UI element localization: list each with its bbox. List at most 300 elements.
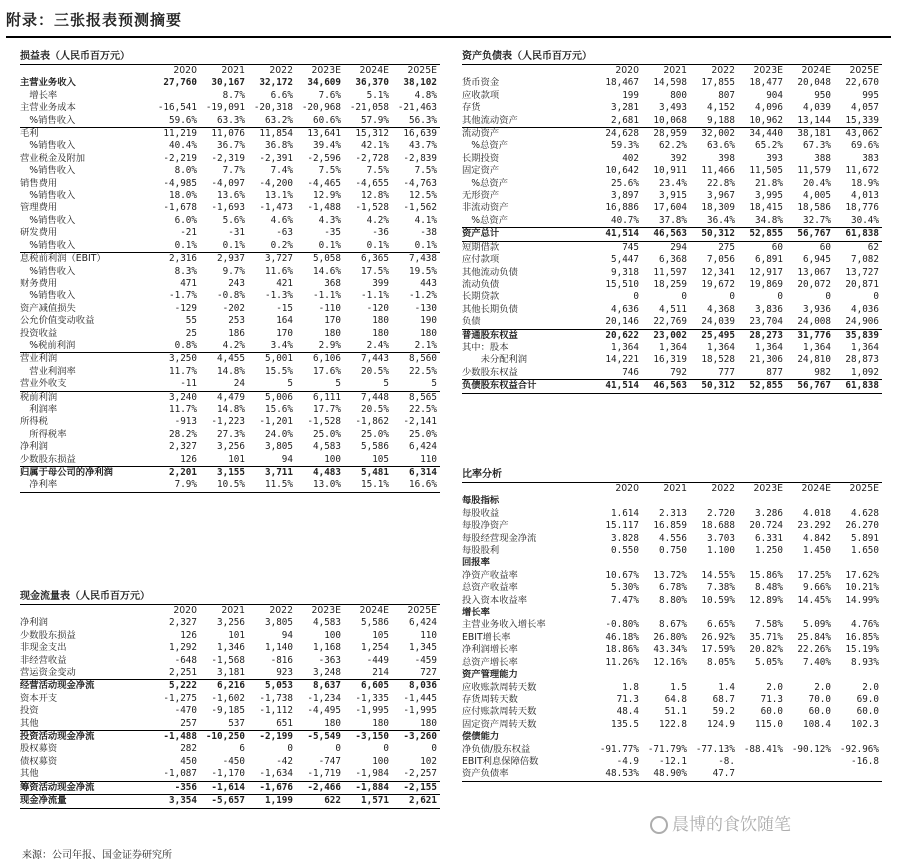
- table-row: [20, 253, 440, 266]
- table-row: [20, 140, 440, 152]
- value-cell: 8.0%: [174, 165, 197, 177]
- value-cell: 3,256: [217, 617, 245, 629]
- value-cell: 100: [324, 629, 341, 641]
- value-cell: 4,583: [313, 441, 341, 453]
- value-cell: 16.85%: [845, 631, 879, 643]
- value-cell: 1.614: [611, 507, 639, 519]
- value-cell: -77.13%: [695, 743, 735, 755]
- value-cell: 18,259: [653, 278, 687, 290]
- table-row: [20, 278, 440, 290]
- value-cell: 20,622: [594, 329, 642, 342]
- row-label: 营业外收支: [20, 378, 152, 391]
- value-cell: -4,200: [259, 177, 293, 189]
- value-cell: [786, 557, 834, 569]
- value-cell: 12.16%: [653, 656, 687, 668]
- value-cell: 32,002: [690, 128, 738, 141]
- value-cell: 36.7%: [217, 140, 245, 152]
- table-row: [20, 340, 440, 353]
- value-cell: 5.09%: [803, 619, 831, 631]
- value-cell: 17.5%: [361, 265, 389, 277]
- value-cell: -1,984: [355, 768, 389, 780]
- value-cell: -1,738: [259, 692, 293, 704]
- value-cell: -4,655: [355, 177, 389, 189]
- value-cell: 2,681: [611, 114, 639, 126]
- value-cell: [786, 669, 834, 681]
- value-cell: 1,168: [313, 642, 341, 654]
- table-row: [462, 202, 882, 214]
- table-row: [20, 353, 440, 366]
- value-cell: 5,481: [344, 467, 392, 480]
- value-cell: 17.7%: [313, 403, 341, 415]
- value-cell: 40.7%: [611, 214, 639, 226]
- value-cell: 4.8%: [414, 89, 437, 101]
- value-cell: 48.90%: [642, 768, 690, 781]
- table-row: [462, 304, 882, 316]
- value-cell: 180: [372, 717, 389, 729]
- value-cell: 727: [420, 667, 437, 679]
- value-cell: -470: [174, 705, 197, 717]
- value-cell: -2,319: [211, 152, 245, 164]
- value-cell: 71.3: [760, 693, 783, 705]
- value-cell: 61,838: [834, 228, 882, 241]
- row-label: 营业利润率: [20, 365, 76, 377]
- value-cell: 13,144: [797, 114, 831, 126]
- row-label: 毛利: [20, 128, 152, 141]
- row-label: 净利润: [20, 441, 48, 453]
- value-cell: 18,477: [749, 77, 783, 89]
- year-header: 2023E: [311, 605, 341, 616]
- row-label: 流动负债: [462, 278, 500, 290]
- value-cell: 60.6%: [313, 114, 341, 126]
- value-cell: -5,657: [200, 795, 248, 808]
- value-cell: 5,058: [313, 253, 341, 265]
- cash-flow-title: 现金流量表（人民币百万元）: [20, 590, 440, 605]
- value-cell: 17.25%: [797, 569, 831, 581]
- value-cell: 30.4%: [851, 214, 879, 226]
- value-cell: [690, 731, 738, 743]
- value-cell: -20,318: [253, 102, 293, 114]
- value-cell: 47.7: [690, 768, 738, 781]
- value-cell: 110: [420, 453, 437, 465]
- balance-sheet-title: 资产负债表（人民币百万元）: [462, 50, 882, 65]
- value-cell: 18.688: [701, 520, 735, 532]
- year-header: 2023E: [753, 65, 783, 76]
- year-header: 2021: [221, 605, 245, 616]
- value-cell: 124.9: [707, 718, 735, 730]
- table-row: [462, 520, 882, 532]
- value-cell: 4.3%: [318, 214, 341, 226]
- value-cell: -92.96%: [839, 743, 879, 755]
- value-cell: 108.4: [803, 718, 831, 730]
- value-cell: 22.8%: [707, 177, 735, 189]
- value-cell: 3,805: [265, 441, 293, 453]
- value-cell: -2,466: [296, 781, 344, 794]
- value-cell: 17,604: [653, 202, 687, 214]
- value-cell: 70.0: [808, 693, 831, 705]
- value-cell: 11,579: [797, 165, 831, 177]
- value-cell: 35.71%: [749, 631, 783, 643]
- row-label: 固定资产周转天数: [462, 718, 537, 730]
- table-row: [462, 380, 882, 393]
- table-row: [462, 316, 882, 329]
- value-cell: [152, 90, 200, 102]
- value-cell: 43.7%: [409, 140, 437, 152]
- table-row: [462, 102, 882, 114]
- row-label: 负债股东权益合计: [462, 380, 594, 393]
- value-cell: 0.750: [659, 545, 687, 557]
- value-cell: 7.6%: [318, 89, 341, 101]
- value-cell: 7.40%: [803, 656, 831, 668]
- table-row: [20, 441, 440, 453]
- value-cell: 5,222: [152, 680, 200, 693]
- value-cell: 62.2%: [659, 140, 687, 152]
- table-row: [20, 215, 440, 227]
- value-cell: 7.5%: [318, 165, 341, 177]
- ratio-analysis-table: [462, 483, 882, 782]
- value-cell: 11,219: [152, 128, 200, 141]
- value-cell: 2.9%: [296, 340, 344, 353]
- row-label: 营业税金及附加: [20, 152, 86, 164]
- value-cell: 22,769: [653, 316, 687, 328]
- year-header: 2020: [615, 483, 639, 494]
- value-cell: 1,364: [659, 341, 687, 353]
- value-cell: 46,563: [642, 380, 690, 393]
- table-row: [20, 467, 440, 480]
- header-row: [20, 65, 440, 77]
- value-cell: 2.0: [766, 681, 783, 693]
- value-cell: -16.8: [851, 755, 879, 767]
- value-cell: 982: [814, 366, 831, 378]
- value-cell: 995: [862, 89, 879, 101]
- value-cell: 4.2%: [200, 340, 248, 353]
- value-cell: 16,886: [605, 202, 639, 214]
- value-cell: 950: [814, 89, 831, 101]
- table-row: [20, 429, 440, 441]
- value-cell: 23.292: [797, 520, 831, 532]
- income-statement-table: [20, 65, 440, 493]
- value-cell: 5,006: [265, 391, 293, 403]
- value-cell: 34,609: [307, 77, 341, 89]
- value-cell: 15,510: [605, 278, 639, 290]
- value-cell: 2,327: [169, 441, 197, 453]
- row-label: 普通股东权益: [462, 329, 594, 342]
- value-cell: 16.859: [653, 520, 687, 532]
- row-label: %税前利润: [20, 340, 152, 353]
- value-cell: 101: [228, 629, 245, 641]
- row-label: 公允价值变动收益: [20, 315, 95, 327]
- value-cell: -363: [318, 654, 341, 666]
- value-cell: 393: [766, 152, 783, 164]
- value-cell: 40.4%: [169, 140, 197, 152]
- value-cell: 126: [180, 629, 197, 641]
- value-cell: 17.62%: [845, 569, 879, 581]
- value-cell: 5.30%: [611, 582, 639, 594]
- value-cell: 18,415: [749, 202, 783, 214]
- value-cell: 12,341: [701, 266, 735, 278]
- value-cell: 63.2%: [265, 114, 293, 126]
- value-cell: [786, 768, 834, 781]
- value-cell: -1,995: [403, 705, 437, 717]
- value-cell: 3,281: [611, 102, 639, 114]
- value-cell: 2,937: [217, 253, 245, 265]
- value-cell: 392: [670, 152, 687, 164]
- value-cell: 24.0%: [265, 428, 293, 440]
- table-row: [462, 140, 882, 152]
- value-cell: 180: [420, 717, 437, 729]
- value-cell: 1,092: [851, 366, 879, 378]
- value-cell: 4,511: [659, 303, 687, 315]
- value-cell: 6.6%: [270, 89, 293, 101]
- row-label: 息税前利润（EBIT）: [20, 253, 106, 265]
- value-cell: [786, 495, 834, 507]
- value-cell: 7,448: [361, 391, 389, 403]
- table-row: [462, 228, 882, 241]
- table-row: [20, 303, 440, 315]
- row-label: 增长率: [462, 607, 490, 619]
- table-row: [20, 693, 440, 705]
- value-cell: 11,466: [701, 165, 735, 177]
- year-header: 2020: [173, 65, 197, 76]
- value-cell: 11,076: [200, 128, 248, 141]
- table-row: [20, 795, 440, 808]
- value-cell: 17,855: [701, 77, 735, 89]
- row-label: 应收款项: [462, 89, 500, 101]
- table-row: [462, 267, 882, 279]
- row-label: 净资产收益率: [462, 569, 518, 581]
- table-row: [462, 756, 882, 768]
- value-cell: 651: [276, 717, 293, 729]
- value-cell: 164: [276, 315, 293, 327]
- value-cell: [690, 669, 738, 681]
- row-label: %销售收入: [20, 240, 152, 253]
- table-row: [20, 743, 440, 755]
- value-cell: 14,598: [653, 77, 687, 89]
- value-cell: 275: [718, 241, 735, 253]
- value-cell: 6,216: [200, 680, 248, 693]
- value-cell: 37.8%: [659, 214, 687, 226]
- value-cell: 30,167: [211, 77, 245, 89]
- year-header: 2025E: [407, 605, 437, 616]
- value-cell: 24,628: [594, 128, 642, 141]
- value-cell: -8.: [718, 755, 735, 767]
- row-label: 税前利润: [20, 391, 58, 403]
- table-row: [20, 718, 440, 731]
- value-cell: 4,096: [755, 102, 783, 114]
- value-cell: 6,106: [313, 353, 341, 365]
- value-cell: 14.45%: [797, 594, 831, 606]
- value-cell: 2.313: [659, 507, 687, 519]
- value-cell: 5: [344, 378, 392, 391]
- value-cell: 25,495: [690, 329, 738, 342]
- table-row: [462, 241, 882, 254]
- value-cell: 16.6%: [392, 479, 440, 492]
- value-cell: -63: [276, 227, 293, 239]
- value-cell: -1,562: [403, 202, 437, 214]
- value-cell: 443: [420, 277, 437, 289]
- value-cell: 7,056: [707, 254, 735, 266]
- row-label: 长期投资: [462, 152, 500, 164]
- value-cell: -1,528: [355, 202, 389, 214]
- row-label: 每股净资产: [462, 520, 509, 532]
- value-cell: 1.100: [707, 545, 735, 557]
- value-cell: -2,839: [403, 152, 437, 164]
- value-cell: 0: [287, 743, 293, 755]
- value-cell: 18.86%: [605, 644, 639, 656]
- value-cell: 6,891: [755, 254, 783, 266]
- header-blank: [20, 605, 152, 617]
- ratio-analysis-title: 比率分析: [462, 468, 882, 483]
- row-label: EBIT增长率: [462, 631, 511, 643]
- row-label: 净负债/股东权益: [462, 743, 531, 755]
- value-cell: 18.9%: [851, 177, 879, 189]
- value-cell: 8,637: [296, 680, 344, 693]
- value-cell: 63.6%: [707, 140, 735, 152]
- value-cell: 41,514: [594, 380, 642, 393]
- ratio-analysis-panel: [462, 468, 882, 782]
- value-cell: 257: [180, 717, 197, 729]
- value-cell: 0.2%: [248, 240, 296, 253]
- value-cell: 59.6%: [169, 114, 197, 126]
- value-cell: 1,292: [169, 642, 197, 654]
- table-row: [20, 655, 440, 667]
- row-label: 其他: [20, 768, 39, 780]
- value-cell: [738, 768, 786, 781]
- value-cell: -2,219: [163, 152, 197, 164]
- value-cell: -1,568: [211, 654, 245, 666]
- value-cell: 50,312: [690, 380, 738, 393]
- value-cell: -648: [174, 654, 197, 666]
- value-cell: 18,586: [797, 202, 831, 214]
- value-cell: -120: [366, 302, 389, 314]
- row-label: 每股指标: [462, 495, 500, 507]
- value-cell: 32,172: [259, 77, 293, 89]
- header-blank: [20, 65, 152, 77]
- value-cell: 21.8%: [755, 177, 783, 189]
- value-cell: -1,602: [211, 692, 245, 704]
- value-cell: [738, 756, 786, 768]
- row-label: 经营活动现金净流: [20, 680, 152, 693]
- table-row: [20, 178, 440, 190]
- value-cell: [690, 495, 738, 507]
- value-cell: 27.3%: [217, 428, 245, 440]
- value-cell: 0: [777, 291, 783, 303]
- value-cell: 2.1%: [392, 340, 440, 353]
- value-cell: 60: [771, 241, 783, 253]
- row-label: 投资收益: [20, 327, 58, 339]
- row-label: %总资产: [462, 177, 509, 189]
- value-cell: -42: [276, 755, 293, 767]
- value-cell: 1,199: [248, 795, 296, 808]
- value-cell: -71.79%: [647, 743, 687, 755]
- value-cell: 17.6%: [313, 365, 341, 377]
- row-label: 资产负债率: [462, 768, 594, 781]
- value-cell: 5: [248, 378, 296, 391]
- header-row: [20, 605, 440, 617]
- value-cell: 26.270: [845, 520, 879, 532]
- value-cell: 4,636: [611, 303, 639, 315]
- value-cell: 11.6%: [265, 265, 293, 277]
- table-row: [462, 644, 882, 656]
- value-cell: 38,181: [786, 128, 834, 141]
- value-cell: 36.4%: [707, 214, 735, 226]
- value-cell: 5.6%: [222, 214, 245, 226]
- value-cell: -1,275: [163, 692, 197, 704]
- value-cell: -1,223: [211, 416, 245, 428]
- value-cell: 17.59%: [701, 644, 735, 656]
- table-row: [462, 682, 882, 694]
- table-row: [462, 744, 882, 756]
- value-cell: [594, 731, 642, 743]
- value-cell: 3,805: [265, 617, 293, 629]
- value-cell: 20.5%: [361, 365, 389, 377]
- table-row: [462, 619, 882, 631]
- value-cell: 68.7: [712, 693, 735, 705]
- row-label: 资本开支: [20, 692, 58, 704]
- row-label: %总资产: [462, 214, 509, 226]
- value-cell: 11,505: [749, 165, 783, 177]
- value-cell: 15.86%: [749, 569, 783, 581]
- value-cell: 6,111: [313, 391, 341, 403]
- table-row: [462, 367, 882, 380]
- value-cell: 4,583: [313, 617, 341, 629]
- value-cell: 15.1%: [344, 479, 392, 492]
- value-cell: 14.99%: [845, 594, 879, 606]
- row-label: 筹资活动现金净流: [20, 781, 152, 794]
- table-row: [20, 102, 440, 114]
- value-cell: 8.93%: [851, 656, 879, 668]
- row-label: 利润率: [20, 403, 58, 415]
- value-cell: 4.6%: [270, 214, 293, 226]
- value-cell: 34.8%: [755, 214, 783, 226]
- value-cell: 4,005: [803, 190, 831, 202]
- row-label: 少数股东损益: [20, 629, 76, 641]
- value-cell: 36.8%: [265, 140, 293, 152]
- table-row: [20, 202, 440, 214]
- table-row: [20, 680, 440, 693]
- table-row: [462, 768, 882, 781]
- value-cell: [834, 557, 882, 569]
- value-cell: 5,053: [248, 680, 296, 693]
- value-cell: 9.7%: [222, 265, 245, 277]
- value-cell: 22.5%: [409, 365, 437, 377]
- value-cell: 39.4%: [313, 140, 341, 152]
- year-header: 2024E: [801, 483, 831, 494]
- value-cell: 25.84%: [797, 631, 831, 643]
- row-label: 偿债能力: [462, 731, 500, 743]
- value-cell: 34,440: [738, 128, 786, 141]
- value-cell: 399: [372, 277, 389, 289]
- value-cell: 13,727: [845, 266, 879, 278]
- value-cell: 28,273: [738, 329, 786, 342]
- value-cell: 3,248: [313, 667, 341, 679]
- value-cell: 65.2%: [755, 140, 783, 152]
- value-cell: -449: [366, 654, 389, 666]
- value-cell: [834, 768, 882, 781]
- table-row: [462, 557, 882, 569]
- value-cell: 471: [180, 277, 197, 289]
- value-cell: 8.7%: [222, 89, 245, 101]
- value-cell: 383: [862, 152, 879, 164]
- value-cell: 25.0%: [361, 428, 389, 440]
- table-row: [462, 657, 882, 669]
- value-cell: 13.0%: [296, 479, 344, 492]
- value-cell: 38,102: [403, 77, 437, 89]
- value-cell: 11,854: [248, 128, 296, 141]
- value-cell: 3,155: [200, 467, 248, 480]
- table-row: [20, 153, 440, 165]
- value-cell: -5,549: [296, 731, 344, 744]
- table-row: [462, 77, 882, 89]
